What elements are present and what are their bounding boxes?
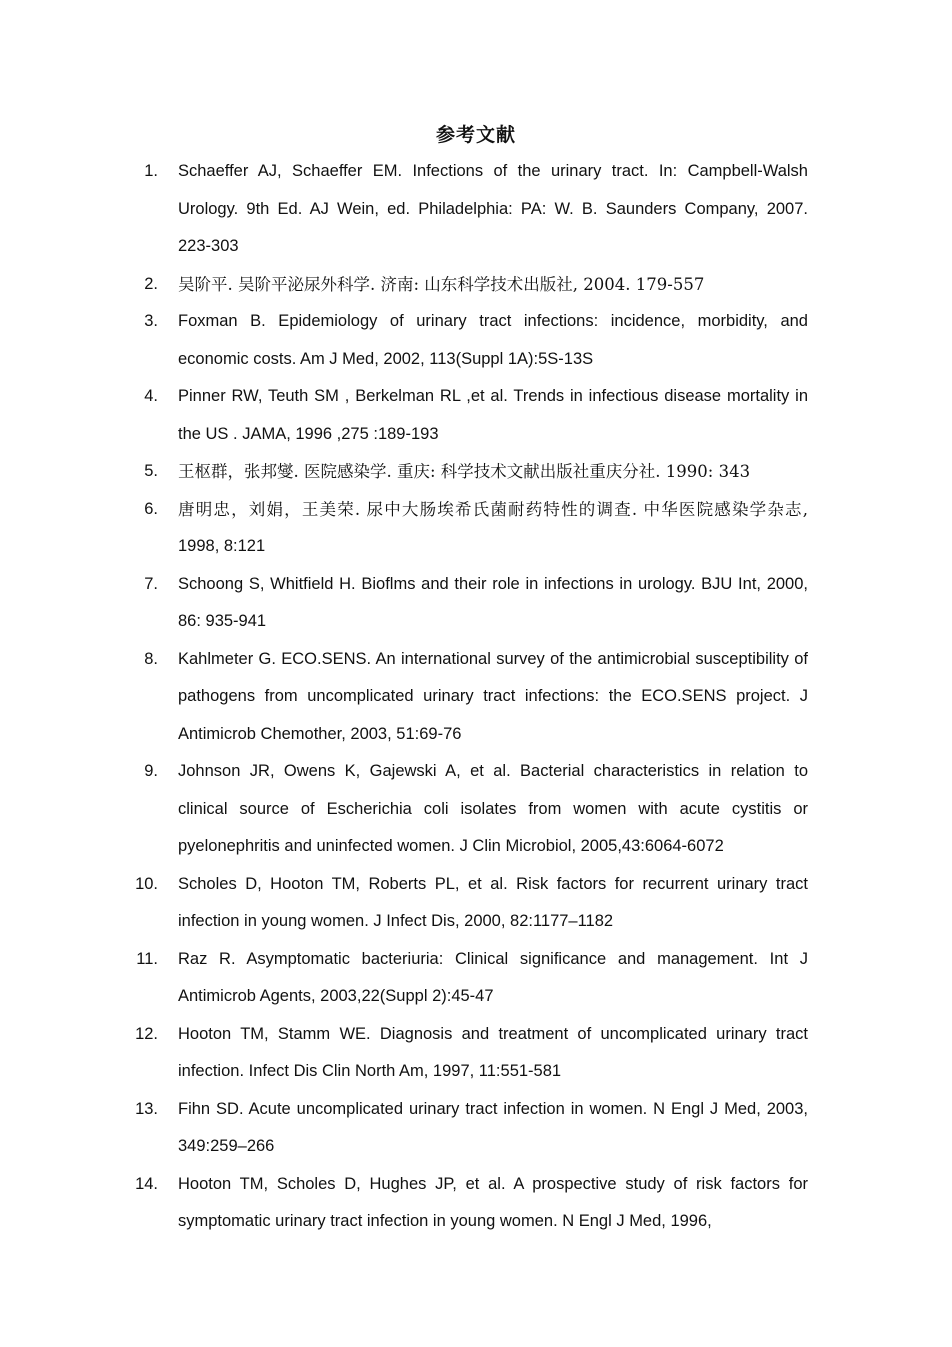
reference-text bbox=[178, 453, 808, 491]
reference-line: the US . JAMA, 1996 ,275 :189-193 bbox=[178, 424, 439, 443]
reference-line: 吴阶平. 吴阶平泌尿外科学. 济南: 山东科学技术出版社, 2004. 179-557 bbox=[178, 274, 705, 294]
reference-number: 3. bbox=[144, 312, 158, 330]
reference-text bbox=[178, 941, 808, 1016]
reference-line: Antimicrob Chemother, 2003, 51:69-76 bbox=[178, 724, 462, 743]
reference-number: 4. bbox=[144, 387, 158, 405]
reference-line: Urology. 9th Ed. AJ Wein, ed. Philadelphia: PA: W. B. Saunders Company, 2007. bbox=[178, 199, 808, 218]
reference-number: 9. bbox=[144, 762, 158, 780]
reference-number: 14. bbox=[135, 1174, 158, 1193]
reference-number: 2. bbox=[144, 274, 158, 293]
reference-text bbox=[178, 491, 808, 566]
reference-text bbox=[178, 1091, 808, 1166]
reference-number: 8. bbox=[144, 649, 158, 668]
reference-line: Pinner RW, Teuth SM , Berkelman RL ,et al. Trends in infectious disease mortality in bbox=[178, 387, 808, 405]
reference-text bbox=[178, 641, 808, 754]
reference-line: Antimicrob Agents, 2003,22(Suppl 2):45-47 bbox=[178, 987, 494, 1005]
reference-line: pyelonephritis and uninfected women. J Clin Microbiol, 2005,43:6064-6072 bbox=[178, 837, 724, 855]
reference-text bbox=[178, 378, 808, 453]
reference-line: Foxman B. Epidemiology of urinary tract infections: incidence, morbidity, and bbox=[178, 312, 808, 330]
reference-line: Schoong S, Whitfield H. Bioflms and their role in infections in urology. BJU Int, 2000, bbox=[178, 574, 808, 593]
reference-number: 5. bbox=[144, 462, 158, 480]
reference-line: 唐明忠，刘娟，王美荣. 尿中大肠埃希氏菌耐药特性的调查. 中华医院感染学杂志, bbox=[178, 499, 808, 519]
reference-text bbox=[178, 153, 808, 266]
reference-line: 349:259–266 bbox=[178, 1137, 275, 1155]
reference-text bbox=[178, 566, 808, 641]
reference-text bbox=[178, 266, 808, 304]
reference-line: Scholes D, Hooton TM, Roberts PL, et al. Risk factors for recurrent urinary tract bbox=[178, 874, 808, 893]
page-title: 参考文献 bbox=[435, 124, 516, 146]
reference-line: Hooton TM, Stamm WE. Diagnosis and treatment of uncomplicated urinary tract bbox=[178, 1024, 808, 1043]
reference-number: 12. bbox=[135, 1024, 158, 1043]
reference-number: 11. bbox=[136, 949, 158, 968]
reference-number: 10. bbox=[135, 874, 158, 893]
reference-text bbox=[178, 753, 808, 866]
reference-line: infection. Infect Dis Clin North Am, 1997, 11:551-581 bbox=[178, 1062, 562, 1080]
reference-number: 13. bbox=[135, 1099, 158, 1118]
reference-text bbox=[178, 866, 808, 941]
reference-text bbox=[178, 303, 808, 378]
reference-line: economic costs. Am J Med, 2002, 113(Suppl 1A):5S-13S bbox=[178, 349, 594, 368]
reference-line: 王枢群，张邦燮. 医院感染学. 重庆: 科学技术文献出版社重庆分社. 1990: 343 bbox=[178, 462, 751, 481]
reference-line: Johnson JR, Owens K, Gajewski A, et al. Bacterial characteristics in relation to bbox=[178, 762, 808, 780]
reference-line: symptomatic urinary tract infection in young women. N Engl J Med, 1996, bbox=[178, 1212, 712, 1230]
reference-number: 7. bbox=[144, 574, 158, 593]
reference-number: 1. bbox=[144, 162, 158, 180]
reference-line: 1998, 8:121 bbox=[178, 537, 266, 555]
reference-line: clinical source of Escherichia coli isolates from women with acute cystitis or bbox=[178, 799, 808, 818]
reference-line: Hooton TM, Scholes D, Hughes JP, et al. A prospective study of risk factors for bbox=[178, 1174, 808, 1193]
reference-line: pathogens from uncomplicated urinary tract infections: the ECO.SENS project. J bbox=[178, 687, 808, 705]
reference-line: Raz R. Asymptomatic bacteriuria: Clinical significance and management. Int J bbox=[178, 949, 808, 968]
reference-line: 86: 935-941 bbox=[178, 612, 267, 630]
reference-line: Schaeffer AJ, Schaeffer EM. Infections of the urinary tract. In: Campbell-Walsh bbox=[178, 162, 808, 180]
reference-line: Kahlmeter G. ECO.SENS. An international survey of the antimicrobial susceptibility of bbox=[178, 649, 808, 668]
reference-text bbox=[178, 1166, 808, 1241]
reference-line: Fihn SD. Acute uncomplicated urinary tract infection in women. N Engl J Med, 2003, bbox=[178, 1099, 808, 1118]
reference-text bbox=[178, 1016, 808, 1091]
reference-line: 223-303 bbox=[178, 237, 239, 255]
reference-line: infection in young women. J Infect Dis, 2000, 82:1177–1182 bbox=[178, 912, 614, 930]
reference-number: 6. bbox=[144, 499, 158, 518]
